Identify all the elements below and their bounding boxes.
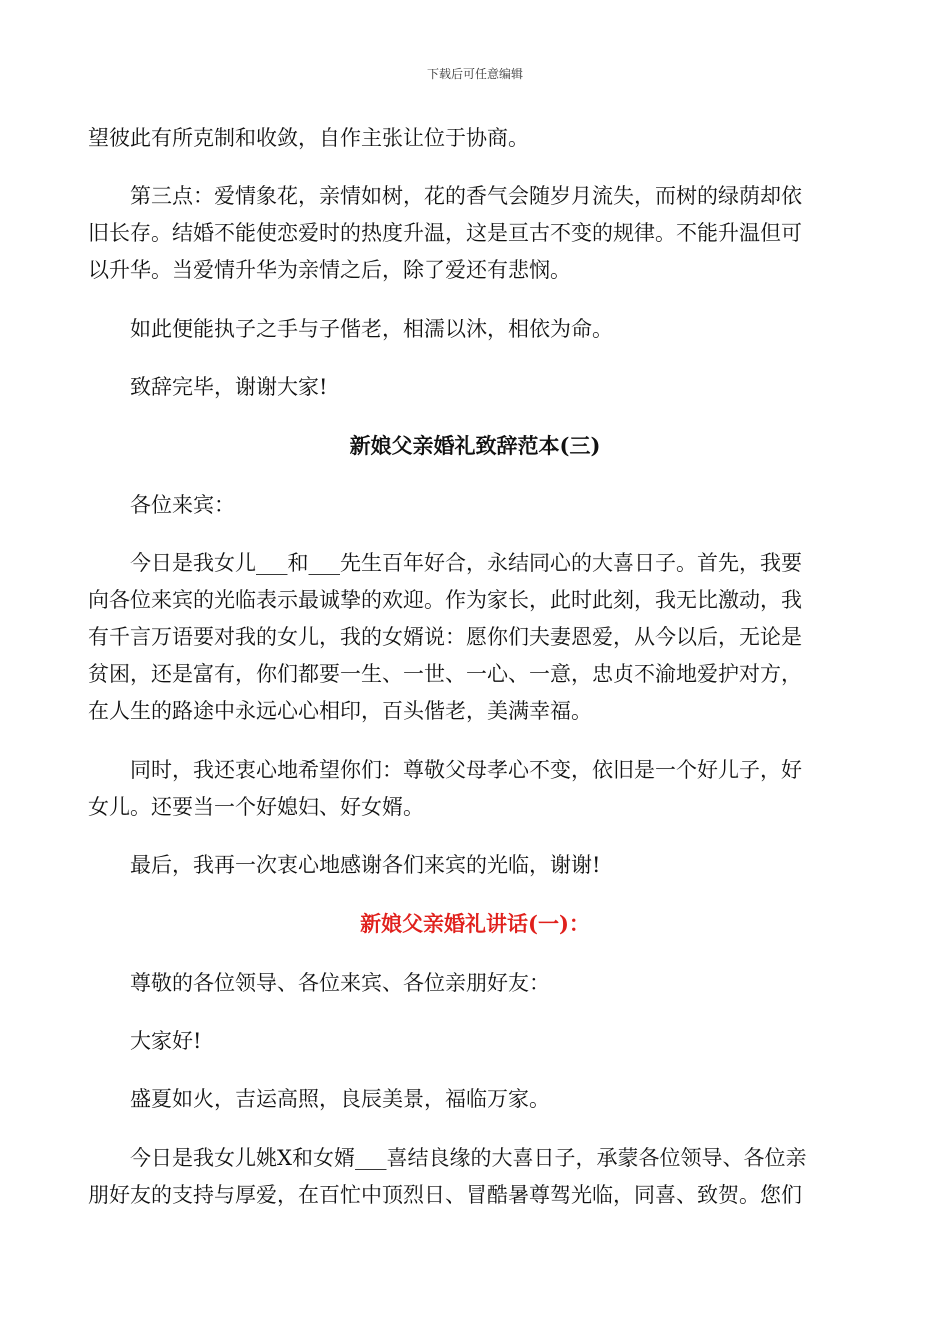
text-line: 各位来宾： [88,493,235,517]
text-line: 今日是我女儿姚X和女婿___喜结良缘的大喜日子，承蒙各位领导、各位亲 [88,1146,807,1170]
text-line: 同时，我还衷心地希望你们：尊敬父母孝心不变，依旧是一个好儿子，好 [88,758,802,782]
text-line: 大家好! [88,1029,202,1053]
text-line: 致辞完毕，谢谢大家! [88,375,328,399]
text-line: 第三点：爱情象花，亲情如树，花的香气会随岁月流失，而树的绿荫却依 [88,184,802,208]
text-line: 贫困，还是富有，你们都要一生、一世、一心、一意，忠贞不渝地爱护对方， [88,662,802,686]
paragraph [88,487,858,524]
paragraph [88,752,858,826]
paragraph [88,120,858,157]
section-heading-red: 新娘父亲婚礼讲话(一)： [360,911,590,936]
text-line: 最后，我再一次衷心地感谢各们来宾的光临，谢谢! [88,853,601,877]
text-line: 今日是我女儿___和___先生百年好合，永结同心的大喜日子。首先，我要 [88,551,802,575]
text-line: 望彼此有所克制和收敛，自作主张让位于协商。 [88,126,529,150]
paragraph [88,965,858,1002]
paragraph [88,1023,858,1060]
text-line: 旧长存。结婚不能使恋爱时的热度升温，这是亘古不变的规律。不能升温但可 [88,221,802,245]
text-line: 向各位来宾的光临表示最诚挚的欢迎。作为家长，此时此刻，我无比激动，我 [88,588,802,612]
text-line: 盛夏如火，吉运高照，良辰美景，福临万家。 [88,1087,550,1111]
paragraph [88,545,858,730]
text-line: 以升华。当爱情升华为亲情之后，除了爱还有悲悯。 [88,258,571,282]
paragraph [88,369,858,406]
text-line: 如此便能执子之手与子偕老，相濡以沐，相依为命。 [88,317,613,341]
paragraph [88,1081,858,1118]
text-line: 女儿。还要当一个好媳妇、好女婿。 [88,795,424,819]
paragraph [88,847,858,884]
text-line: 朋好友的支持与厚爱，在百忙中顶烈日、冒酷暑尊驾光临，同喜、致贺。您们 [88,1183,802,1207]
paragraph [88,1140,858,1214]
page-header: 下载后可任意编辑 [426,67,523,81]
text-line: 尊敬的各位领导、各位来宾、各位亲朋好友： [88,971,550,995]
paragraph [88,311,858,348]
text-line: 在人生的路途中永远心心相印，百头偕老，美满幸福。 [88,699,592,723]
section-heading: 新娘父亲婚礼致辞范本(三) [349,433,601,458]
paragraph [88,178,858,289]
text-line: 有千言万语要对我的女儿，我的女婿说：愿你们夫妻恩爱，从今以后，无论是 [88,625,802,649]
